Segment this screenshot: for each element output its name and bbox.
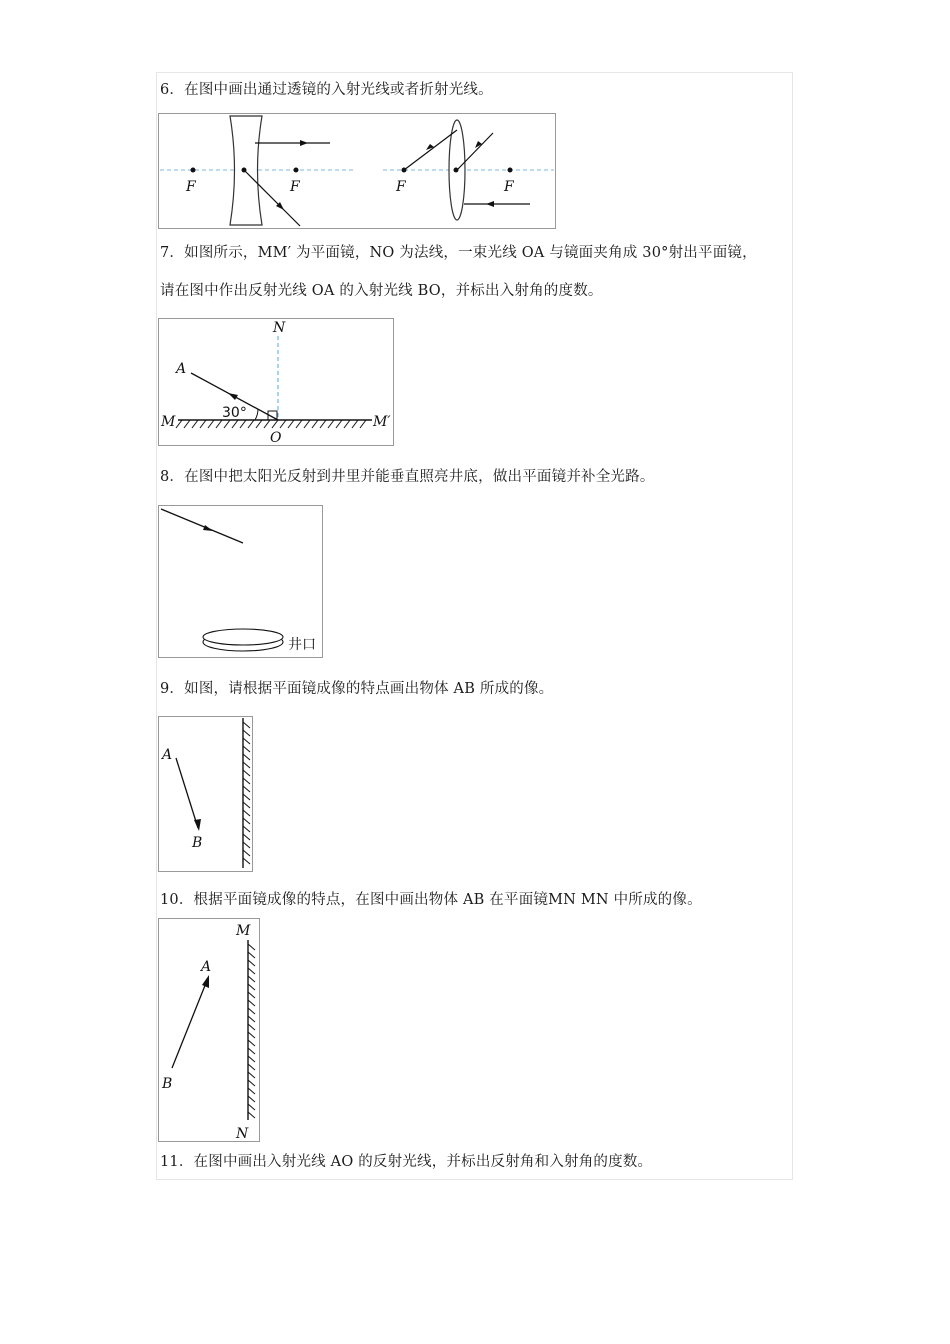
question-7: 7．如图所示，MM′ 为平面镜，NO 为法线，一束光线 OA 与镜面夹角成 30°射出平面镜， — [160, 245, 757, 261]
figure-plane-mirror-30 — [158, 318, 394, 446]
svg-text:A: A — [176, 361, 187, 377]
figure-sunlight-well — [158, 505, 323, 658]
svg-text:A: A — [162, 747, 173, 763]
svg-text:B: B — [192, 835, 203, 851]
svg-text:M′: M′ — [373, 414, 391, 430]
question-9: 9．如图，请根据平面镜成像的特点画出物体 AB 所成的像。 — [160, 681, 554, 697]
question-10: 10．根据平面镜成像的特点，在图中画出物体 AB 在平面镜MN MN 中所成的像。 — [160, 892, 702, 908]
svg-text:井口: 井口 — [288, 637, 316, 653]
question-8: 8．在图中把太阳光反射到井里并能垂直照亮井底，做出平面镜并补全光路。 — [160, 469, 655, 485]
svg-text:O: O — [270, 430, 282, 446]
figure-object-ab-mirror — [158, 716, 253, 872]
svg-text:F: F — [186, 179, 196, 195]
svg-text:A: A — [201, 959, 212, 975]
svg-text:30°: 30° — [222, 405, 247, 421]
svg-text:N: N — [236, 1126, 249, 1142]
figure-object-ab-mirror-mn — [158, 918, 260, 1142]
question-11: 11．在图中画出入射光线 AO 的反射光线，并标出反射角和入射角的度数。 — [160, 1154, 653, 1170]
svg-text:N: N — [273, 320, 286, 336]
question-6: 6．在图中画出通过透镜的入射光线或者折射光线。 — [160, 82, 493, 98]
svg-text:F: F — [504, 179, 514, 195]
svg-text:F: F — [290, 179, 300, 195]
svg-text:F: F — [396, 179, 406, 195]
question-7-line2: 请在图中作出反射光线 OA 的入射光线 BO，并标出入射角的度数。 — [160, 283, 603, 299]
svg-text:M: M — [236, 923, 251, 939]
svg-text:M: M — [161, 414, 176, 430]
svg-text:B: B — [162, 1076, 173, 1092]
figure-lenses — [158, 113, 556, 229]
